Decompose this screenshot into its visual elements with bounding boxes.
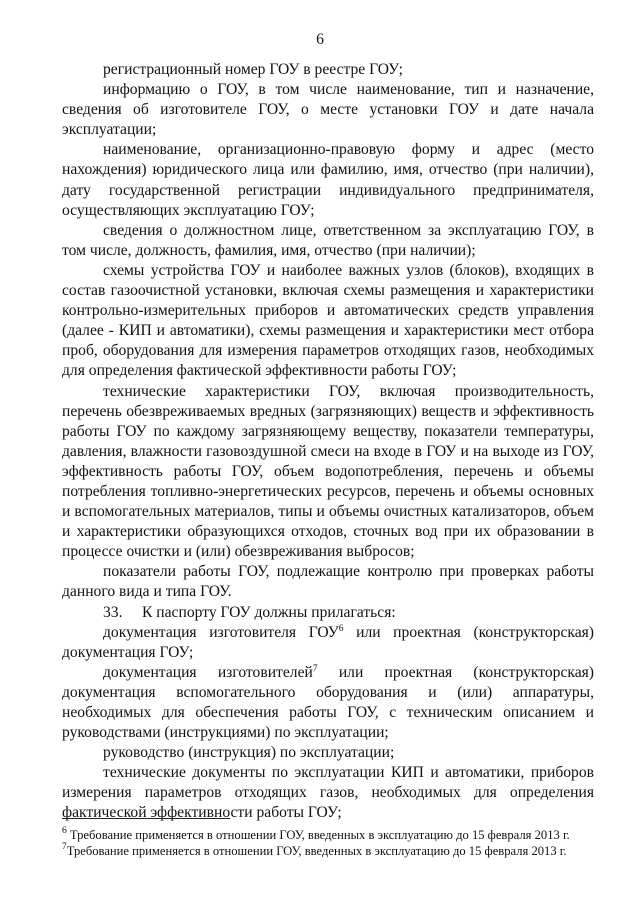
paragraph-text: или проектная (конструкторская) документация ГОУ;: [62, 623, 595, 661]
footnote-mark: 7: [62, 842, 67, 852]
paragraph: наименование, организационно-правовую форму и адрес (место нахождения) юридического лица или фамилию, имя, отчество (при наличии), дату государственной регистрации индивидуального предпринимателя, осуществляющих эксплуатацию ГОУ;: [62, 141, 594, 219]
footnote-divider: [62, 818, 230, 819]
footnote-ref[interactable]: 6: [338, 623, 344, 634]
footnote: [62, 843, 594, 859]
paragraph-with-footnote: [62, 663, 594, 743]
footnote: [62, 827, 594, 843]
footnote-text: Требование применяется в отношении ГОУ, введенных в эксплуатацию до 15 февраля 2013 г.: [66, 828, 570, 842]
paragraph: информацию о ГОУ, в том числе наименование, тип и назначение, сведения об изготовителе ГОУ, о месте установки ГОУ и дате начала эксплуатации;: [62, 81, 594, 139]
paragraph-text: документация изготовителя ГОУ: [103, 623, 339, 641]
document-body: [62, 60, 594, 824]
footnote-mark: 6: [62, 826, 67, 836]
footnote-text: Требование применяется в отношении ГОУ, введенных в эксплуатацию до 15 февраля 2013 г.: [66, 844, 567, 858]
paragraph: схемы устройства ГОУ и наиболее важных узлов (блоков), входящих в состав газоочистной установки, включая схемы размещения и характеристики контрольно-измерительных приборов и автоматических средств управления (далее - КИП и автоматики), схемы размещения и характеристики мест отбора проб, оборудования для измерения параметров отходящих газов, необходимых для определения фактической эффективности работы ГОУ;: [62, 261, 594, 380]
paragraph-text: документация изготовителей: [103, 663, 313, 681]
section-heading: 33. К паспорту ГОУ должны прилагаться:: [103, 603, 396, 621]
footnote-ref[interactable]: 7: [312, 663, 318, 674]
paragraph: технические характеристики ГОУ, включая производительность, перечень обезвреживаемых вредных (загрязняющих) веществ и эффективность работы ГОУ по каждому загрязняющему веществу, показатели температуры, давления, влажности газовоздушной смеси на входе в ГОУ и на выходе из ГОУ, эффективность работы ГОУ, объем водопотребления, перечень и объемы потребления топливно-энергетических ресурсов, перечень и объемы основных и вспомогательных материалов, типы и объемы очистных катализаторов, объем и характеристики образующихся отходов, сточных вод при их образовании в процессе очистки и (или) обезвреживания выбросов;: [62, 382, 594, 561]
paragraph-with-footnote: [62, 623, 594, 663]
paragraph: руководство (инструкция) по эксплуатации;: [103, 744, 395, 762]
paragraph: сведения о должностном лице, ответственном за эксплуатацию ГОУ, в том числе, должность, фамилия, имя, отчество (при наличии);: [62, 221, 594, 259]
paragraph-text: или проектная (конструкторская) документация вспомогательного оборудования и (или) аппаратуры, необходимых для обеспечения работы ГОУ, с техническим описанием и руководствами (инструкциями) по эксплуатации;: [62, 663, 594, 742]
paragraph: показатели работы ГОУ, подлежащие контролю при проверках работы данного вида и типа ГОУ.: [62, 563, 594, 601]
footnotes: [62, 827, 594, 859]
paragraph: технические документы по эксплуатации КИП и автоматики, приборов измерения параметров отходящих газов, необходимых для определения фактической эффективности работы ГОУ;: [62, 764, 594, 822]
paragraph: регистрационный номер ГОУ в реестре ГОУ;: [103, 61, 403, 78]
page-number: 6: [316, 31, 324, 48]
